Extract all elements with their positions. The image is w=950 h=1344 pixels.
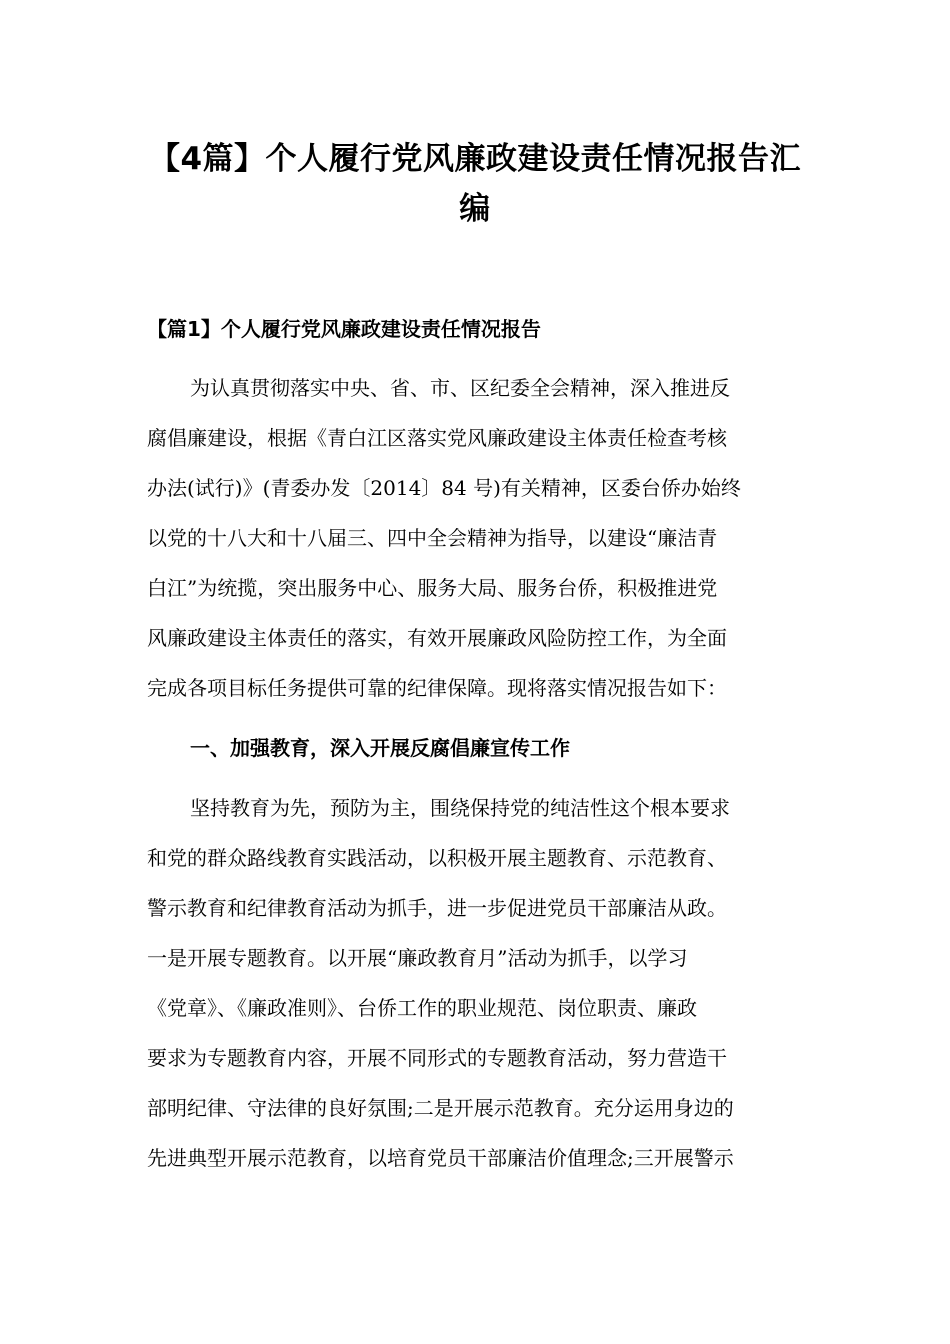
document-title-line-2: 编 (459, 191, 491, 227)
paragraph-1-line: 腐倡廉建设，根据《青白江区落实党风廉政建设主体责任检查考核 (147, 426, 727, 450)
paragraph-2 (147, 783, 807, 1183)
paragraph-2-line: 坚持教育为先，预防为主，围绕保持党的纯洁性这个根本要求 (190, 796, 730, 820)
document-title-line-1: 【4篇】个人履行党风廉政建设责任情况报告汇 (148, 141, 802, 177)
paragraph-1-line: 为认真贯彻落实中央、省、市、区纪委全会精神，深入推进反 (190, 376, 730, 400)
paragraph-1-line: 以党的十八大和十八届三、四中全会精神为指导，以建设“廉洁青 (147, 526, 718, 550)
paragraph-1-line: 白江”为统揽，突出服务中心、服务大局、服务台侨，积极推进党 (147, 576, 718, 600)
paragraph-2-line: 《党章》、《廉政准则》、台侨工作的职业规范、岗位职责、廉政 (147, 996, 697, 1020)
paragraph-2-line: 部明纪律、守法律的良好氛围;二是开展示范教育。充分运用身边的 (147, 1096, 734, 1120)
paragraph-1-line: 完成各项目标任务提供可靠的纪律保障。现将落实情况报告如下： (147, 676, 727, 700)
paragraph-2-line: 先进典型开展示范教育，以培育党员干部廉洁价值理念;三开展警示 (147, 1146, 734, 1170)
subheading-1: 一、加强教育，深入开展反腐倡廉宣传工作 (190, 736, 570, 760)
section-heading: 【篇1】个人履行党风廉政建设责任情况报告 (147, 317, 541, 341)
subheading-block (147, 723, 807, 773)
paragraph-2-line: 和党的群众路线教育实践活动，以积极开展主题教育、示范教育、 (147, 846, 727, 870)
paragraph-1 (147, 363, 807, 713)
paragraph-2-line: 一是开展专题教育。以开展“廉政教育月”活动为抓手，以学习 (147, 946, 688, 970)
document-title (140, 134, 810, 234)
paragraph-2-line: 警示教育和纪律教育活动为抓手，进一步促进党员干部廉洁从政。 (147, 896, 727, 920)
paragraph-1-line: 风廉政建设主体责任的落实，有效开展廉政风险防控工作，为全面 (147, 626, 727, 650)
paragraph-2-line: 要求为专题教育内容，开展不同形式的专题教育活动，努力营造干 (147, 1046, 727, 1070)
paragraph-1-line: 办法(试行)》(青委办发〔2014〕84 号)有关精神，区委台侨办始终 (147, 476, 741, 500)
